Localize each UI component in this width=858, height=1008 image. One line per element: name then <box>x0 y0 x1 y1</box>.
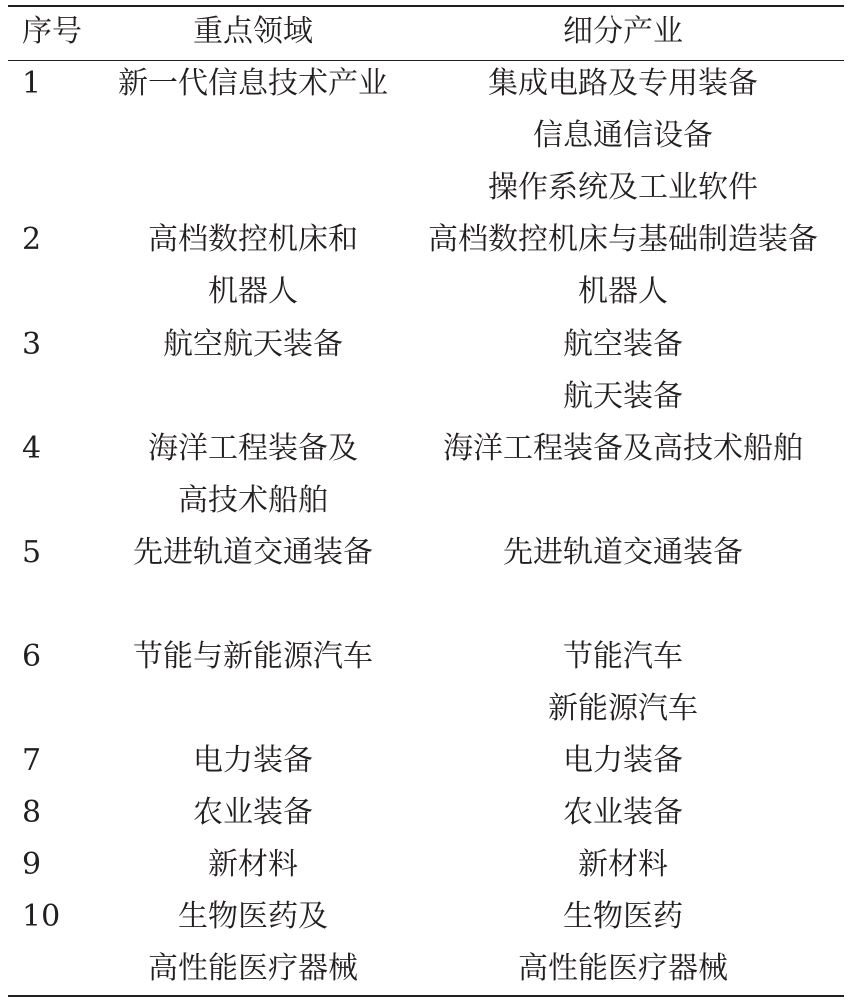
row-7-field: 电力装备 <box>193 743 313 778</box>
row-4-field-line-1: 海洋工程装备及 <box>148 431 358 466</box>
row-6-subsector-1: 节能汽车 <box>563 639 683 674</box>
row-1-subsector-2: 信息通信设备 <box>533 118 713 153</box>
row-3-field: 航空航天装备 <box>163 327 343 362</box>
row-9-number: 9 <box>22 847 42 882</box>
row-7-subsector-1: 电力装备 <box>563 743 683 778</box>
row-8-subsector-1: 农业装备 <box>563 795 683 830</box>
row-9-subsector-1: 新材料 <box>578 847 668 882</box>
row-3-number: 3 <box>22 327 42 362</box>
row-4-number: 4 <box>22 431 42 466</box>
row-2-subsector-1: 高档数控机床与基础制造装备 <box>428 222 818 257</box>
row-6-subsector-2: 新能源汽车 <box>548 691 698 726</box>
row-3-subsector-2: 航天装备 <box>563 379 683 414</box>
row-1-field: 新一代信息技术产业 <box>118 66 388 101</box>
row-10-number: 10 <box>22 899 61 934</box>
row-10-field-line-2: 高性能医疗器械 <box>148 951 358 986</box>
row-4-field-line-2: 高技术船舶 <box>178 483 328 518</box>
row-5-number: 5 <box>22 535 42 570</box>
row-6-field: 节能与新能源汽车 <box>133 639 373 674</box>
row-1-number: 1 <box>22 66 42 101</box>
row-2-field-line-2: 机器人 <box>208 274 298 309</box>
row-10-field-line-1: 生物医药及 <box>178 899 328 934</box>
row-2-field-line-1: 高档数控机床和 <box>148 222 358 257</box>
row-9-field: 新材料 <box>208 847 298 882</box>
header-subsector: 细分产业 <box>563 14 683 49</box>
row-2-subsector-2: 机器人 <box>578 274 668 309</box>
row-5-field: 先进轨道交通装备 <box>133 535 373 570</box>
row-10-subsector-1: 生物医药 <box>563 899 683 934</box>
header-field: 重点领域 <box>193 14 313 49</box>
row-4-subsector-1: 海洋工程装备及高技术船舶 <box>443 431 803 466</box>
row-2-number: 2 <box>22 222 42 257</box>
header-number: 序号 <box>22 14 82 49</box>
row-1-subsector-3: 操作系统及工业软件 <box>488 170 758 205</box>
row-8-number: 8 <box>22 795 42 830</box>
row-3-subsector-1: 航空装备 <box>563 327 683 362</box>
table-bottom-rule <box>8 995 844 997</box>
row-8-field: 农业装备 <box>193 795 313 830</box>
row-1-subsector-1: 集成电路及专用装备 <box>488 66 758 101</box>
row-7-number: 7 <box>22 743 42 778</box>
row-5-subsector-1: 先进轨道交通装备 <box>503 535 743 570</box>
row-6-number: 6 <box>22 639 42 674</box>
row-10-subsector-2: 高性能医疗器械 <box>518 951 728 986</box>
